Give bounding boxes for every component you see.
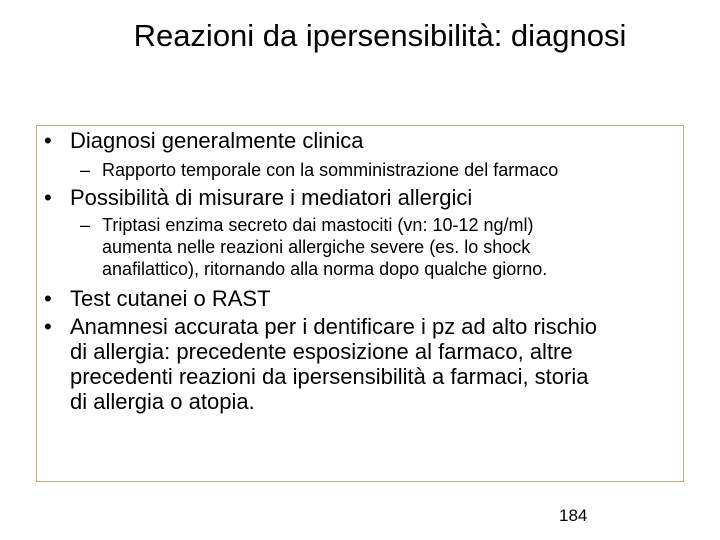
sub-bullet-marker: – [80,215,91,235]
bullet-line: precedenti reazioni da ipersensibilità a farmaci, storia [70,364,589,389]
sub-bullet-marker: – [80,160,91,180]
sub-bullet-line: anafilattico), ritornando alla norma dopo qualche giorno. [102,259,548,279]
slide-title: Reazioni da ipersensibilità: diagnosi [133,18,627,53]
bullet-text: Test cutanei o RAST [70,286,271,311]
sub-bullet-text: Rapporto temporale con la somministrazione del farmaco [102,160,559,180]
bullet-text [70,314,597,414]
bullet-line: di allergia: precedente esposizione al farmaco, altre [70,339,573,364]
bullet-text: Diagnosi generalmente clinica [70,128,364,153]
bullet-line: Anamnesi accurata per i dentificare i pz ad alto rischio [70,314,598,339]
page-number: 184 [559,506,588,525]
sub-bullet-text [102,214,547,280]
bullet-line: di allergia o atopia. [70,389,255,414]
sub-bullet-line: aumenta nelle reazioni allergiche severe (es. lo shock [102,237,531,257]
bullet-marker: • [44,128,52,153]
bullet-marker: • [44,314,52,339]
bullet-marker: • [44,185,52,210]
sub-bullet-line: Triptasi enzima secreto dai mastociti (vn: 10-12 ng/ml) [102,215,534,235]
bullet-marker: • [44,286,52,311]
bullet-text: Possibilità di misurare i mediatori allergici [70,185,473,210]
